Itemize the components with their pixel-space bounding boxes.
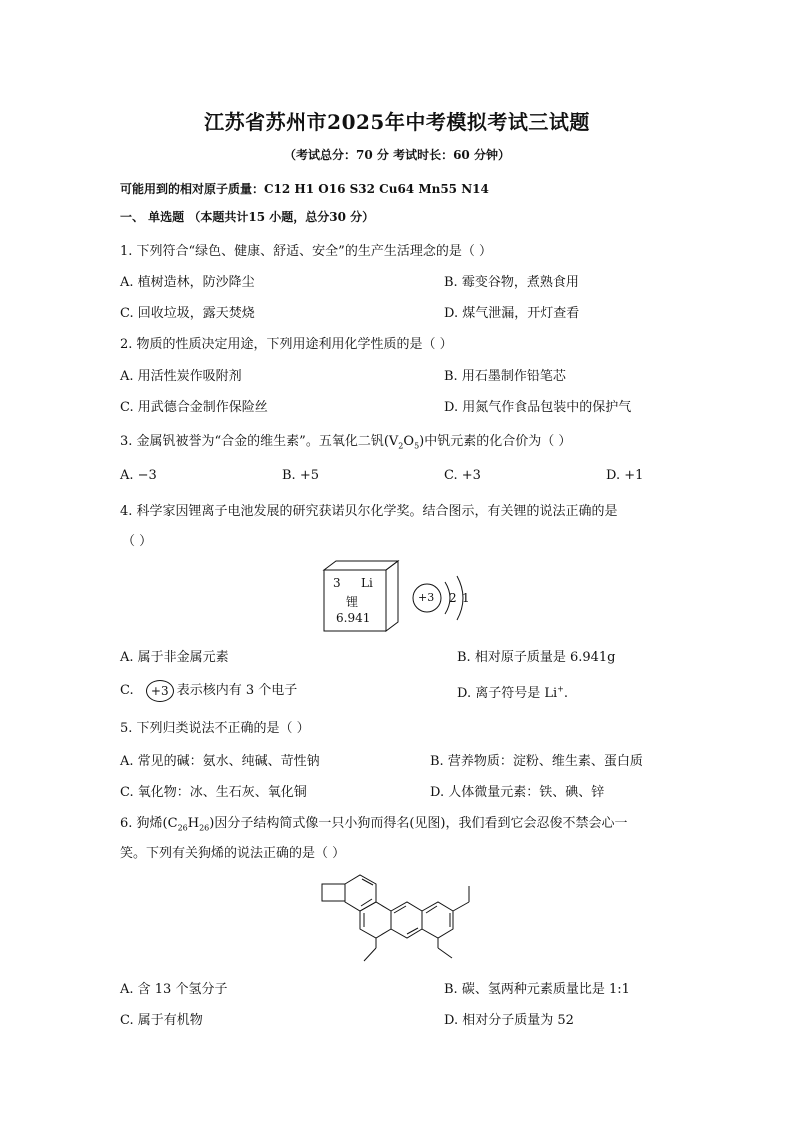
q1-option-c: C. 回收垃圾，露天焚烧 (120, 306, 255, 321)
element-symbol: Li (361, 576, 373, 590)
element-atomic-number: 3 (333, 576, 341, 590)
q3-option-d: D. +1 (606, 468, 644, 483)
q6-option-b: B. 碳、氢两种元素质量比是 1:1 (444, 982, 630, 997)
q6-stem-mid: H (187, 816, 200, 831)
nucleus-charge: +3 (418, 591, 435, 604)
q4-option-a: A. 属于非金属元素 (120, 650, 229, 665)
question-1-stem: 1. 下列符合“绿色、健康、舒适、安全”的生产生活理念的是（ ） (120, 244, 492, 259)
q5-option-c: C. 氧化物：冰、生石灰、氧化铜 (120, 785, 307, 800)
electron-shell-2: 1 (462, 591, 470, 605)
q3-formula-sub2: 5 (414, 441, 420, 451)
q3-option-a: A. −3 (120, 468, 157, 483)
q4-option-c (120, 679, 297, 702)
exam-info: （考试总分：70 分 考试时长：60 分钟） (284, 148, 510, 162)
question-4-stem-line2: （ ） (122, 534, 153, 549)
q1-option-b: B. 霉变谷物，煮熟食用 (444, 275, 579, 290)
question-4-stem: 4. 科学家因锂离子电池发展的研究获诺贝尔化学奖。结合图示，有关锂的说法正确的是 (120, 504, 618, 519)
q4-option-c-text: 表示核内有 3 个电子 (176, 683, 298, 698)
exam-title: 江苏省苏州市2025年中考模拟考试三试题 (204, 110, 590, 134)
question-5-stem: 5. 下列归类说法不正确的是（ ） (120, 721, 310, 736)
q6-sub2: 26 (199, 823, 210, 833)
q5-option-b: B. 营养物质：淀粉、维生素、蛋白质 (430, 754, 643, 769)
q6-option-c: C. 属于有机物 (120, 1013, 203, 1028)
dogene-molecule-graphic (314, 866, 494, 966)
question-2-stem: 2. 物质的性质决定用途，下列用途利用化学性质的是（ ） (120, 337, 453, 352)
question-6-stem-line2: 笑。下列有关狗烯的说法正确的是（ ） (120, 846, 346, 861)
q3-formula-open: (V (383, 434, 399, 449)
q5-option-d: D. 人体微量元素：铁、碘、锌 (430, 785, 605, 800)
q4-option-d (457, 682, 568, 701)
q4-option-c-label: C. (120, 683, 134, 698)
q3-option-b: B. +5 (282, 468, 319, 483)
q2-option-b: B. 用石墨制作铅笔芯 (444, 369, 566, 384)
q5-option-a: A. 常见的碱：氨水、纯碱、苛性钠 (120, 754, 320, 769)
q2-option-c: C. 用武德合金制作保险丝 (120, 400, 268, 415)
q3-option-c: C. +3 (444, 468, 481, 483)
atomic-masses: 可能用到的相对原子质量：C12 H1 O16 S32 Cu64 Mn55 N14 (120, 182, 489, 196)
q4-option-b: B. 相对原子质量是 6.941g (457, 650, 616, 665)
element-name: 锂 (346, 595, 359, 609)
q3-formula-sub1: 2 (398, 441, 404, 451)
q1-option-d: D. 煤气泄漏，开灯查看 (444, 306, 580, 321)
q2-option-d: D. 用氮气作食品包装中的保护气 (444, 400, 632, 415)
q1-option-a: A. 植树造林，防沙降尘 (120, 275, 255, 290)
dogene-structure-figure (314, 866, 494, 966)
section-heading: 一、 单选题 （本题共计15 小题，总分30 分） (120, 210, 375, 224)
q6-sub1: 26 (177, 823, 188, 833)
q4-option-d-post: . (563, 686, 568, 701)
question-6-stem (120, 812, 628, 833)
question-3-stem (120, 430, 571, 451)
q3-formula-close: ) (419, 434, 425, 449)
nucleus-circle: +3 (146, 680, 174, 702)
q6-option-a: A. 含 13 个氢分子 (120, 982, 228, 997)
q3-stem-pre: 3. 金属钒被誉为“合金的维生素”。五氧化二钒 (120, 434, 384, 449)
element-atomic-mass: 6.941 (336, 611, 371, 625)
q6-stem-post: )因分子结构简式像一只小狗而得名(见图)，我们看到它会忍俊不禁会心一 (209, 816, 628, 831)
q6-stem-pre: 6. 狗烯(C (120, 816, 178, 831)
q2-option-a: A. 用活性炭作吸附剂 (120, 369, 242, 384)
q4-option-d-sup: + (557, 684, 564, 694)
electron-shell-1: 2 (449, 591, 457, 605)
q3-stem-post: 中钒元素的化合价为（ ） (424, 434, 572, 449)
q4-option-d-text: D. 离子符号是 Li (457, 686, 558, 701)
lithium-element-figure (320, 560, 480, 632)
q3-formula-mid: O (403, 434, 415, 449)
q6-option-d: D. 相对分子质量为 52 (444, 1013, 574, 1028)
